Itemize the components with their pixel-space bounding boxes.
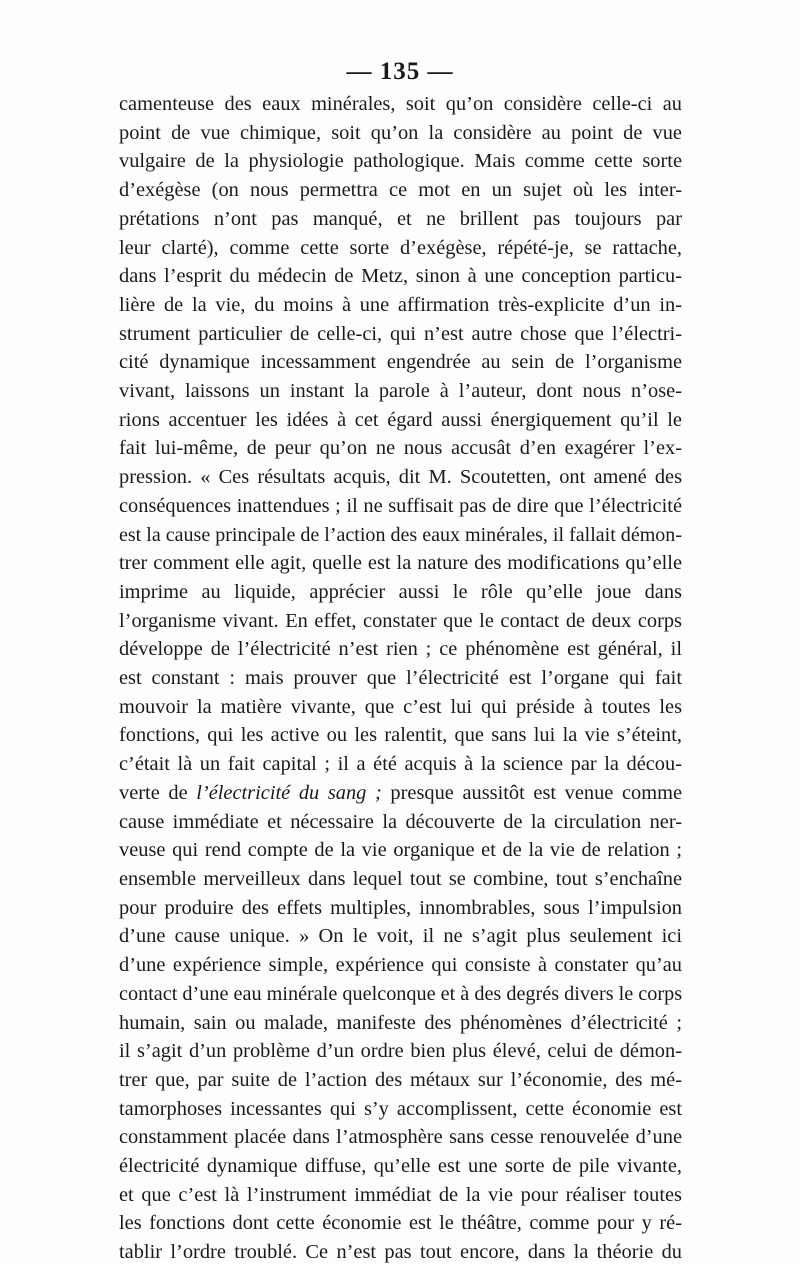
text-line: conséquences inattendues ; il ne suffisait pas de dire que l’électricité	[119, 494, 682, 517]
text-line: constamment placée dans l’atmosphère sans cesse renouvelée d’une	[119, 1126, 682, 1149]
text-line: ensemble merveilleux dans lequel tout se combine, tout s’enchaîne	[119, 867, 682, 890]
text-line: rions accentuer les idées à cet égard aussi énergiquement qu’il le	[119, 408, 682, 431]
text-line: d’une cause unique. » On le voit, il ne s’agit plus seulement ici	[119, 925, 682, 948]
text-line: est constant : mais prouver que l’électricité est l’organe qui fait	[119, 667, 682, 690]
text-line: vivant, laissons un instant la parole à l’auteur, dont nous n’ose-	[119, 380, 682, 403]
text-line: fonctions, qui les active ou les ralentit, que sans lui la vie s’éteint,	[119, 724, 682, 747]
page-number: — 135 —	[346, 58, 454, 85]
text-line: lière de la vie, du moins à une affirmation très-explicite d’un in-	[119, 293, 682, 316]
text-segment: presque aussitôt est venue comme	[381, 781, 682, 804]
text-line: d’exégèse (on nous permettra ce mot en un sujet où les inter-	[119, 179, 682, 202]
text-line: trer que, par suite de l’action des métaux sur l’économie, des mé-	[119, 1068, 682, 1091]
text-line: pression. « Ces résultats acquis, dit M. Scoutetten, ont amené des	[119, 466, 682, 489]
text-line: cause immédiate et nécessaire la découverte de la circulation ner-	[119, 810, 682, 833]
text-line: l’organisme vivant. En effet, constater que le contact de deux corps	[119, 609, 682, 632]
text-line: électricité dynamique diffuse, qu’elle est une sorte de pile vivante,	[119, 1155, 682, 1178]
text-segment: verte de	[119, 781, 197, 804]
text-line: camenteuse des eaux minérales, soit qu’on considère celle-ci au	[119, 93, 682, 115]
text-line: mouvoir la matière vivante, que c’est lui qui préside à toutes les	[119, 695, 682, 718]
text-line: tablir l’ordre troublé. Ce n’est pas tout encore, dans la théorie du	[119, 1241, 682, 1264]
text-line: trer comment elle agit, quelle est la nature des modifications qu’elle	[119, 552, 682, 575]
text-line: imprime au liquide, apprécier aussi le rôle qu’elle joue dans	[119, 580, 682, 603]
text-line: pour produire des effets multiples, innombrables, sous l’impulsion	[119, 896, 682, 919]
text-line: prétations n’ont pas manqué, et ne brillent pas toujours par	[119, 207, 682, 230]
text-line: développe de l’électricité n’est rien ; ce phénomène est général, il	[119, 638, 682, 661]
text-line: d’une expérience simple, expérience qui consiste à constater qu’au	[119, 954, 682, 977]
text-line: dans l’esprit du médecin de Metz, sinon à une conception particu-	[119, 265, 682, 288]
text-line: tamorphoses incessantes qui s’y accomplissent, cette économie est	[119, 1097, 682, 1120]
text-line: les fonctions dont cette économie est le théâtre, comme pour y ré-	[119, 1212, 682, 1235]
text-line: vulgaire de la physiologie pathologique. Mais comme cette sorte	[119, 150, 682, 173]
text-line: et que c’est là l’instrument immédiat de la vie pour réaliser toutes	[119, 1183, 682, 1206]
text-line: est la cause principale de l’action des eaux minérales, il fallait démon-	[119, 523, 682, 546]
text-line: il s’agit d’un problème d’un ordre bien plus élevé, celui de démon-	[119, 1040, 682, 1063]
text-line	[119, 779, 682, 808]
text-line: humain, sain ou malade, manifeste des phénomènes d’électricité ;	[119, 1011, 682, 1034]
text-line: contact d’une eau minérale quelconque et à des degrés divers le corps	[119, 982, 683, 1005]
text-line: c’était là un fait capital ; il a été acquis à la science par la décou-	[119, 753, 682, 776]
text-line: veuse qui rend compte de la vie organique et de la vie de relation ;	[119, 839, 682, 862]
text-line: cité dynamique incessamment engendrée au sein de l’organisme	[119, 351, 682, 374]
text-line: point de vue chimique, soit qu’on la considère au point de vue	[119, 121, 682, 144]
italic-phrase: l’électricité du sang ;	[196, 781, 382, 804]
text-line: strument particulier de celle-ci, qui n’est autre chose que l’électri-	[119, 322, 682, 345]
text-line: fait lui-même, de peur qu’on ne nous accusât d’en exagérer l’ex-	[119, 437, 682, 460]
text-line: leur clarté), comme cette sorte d’exégèse, répété-je, se rattache,	[119, 236, 682, 259]
body-text	[119, 90, 682, 1267]
